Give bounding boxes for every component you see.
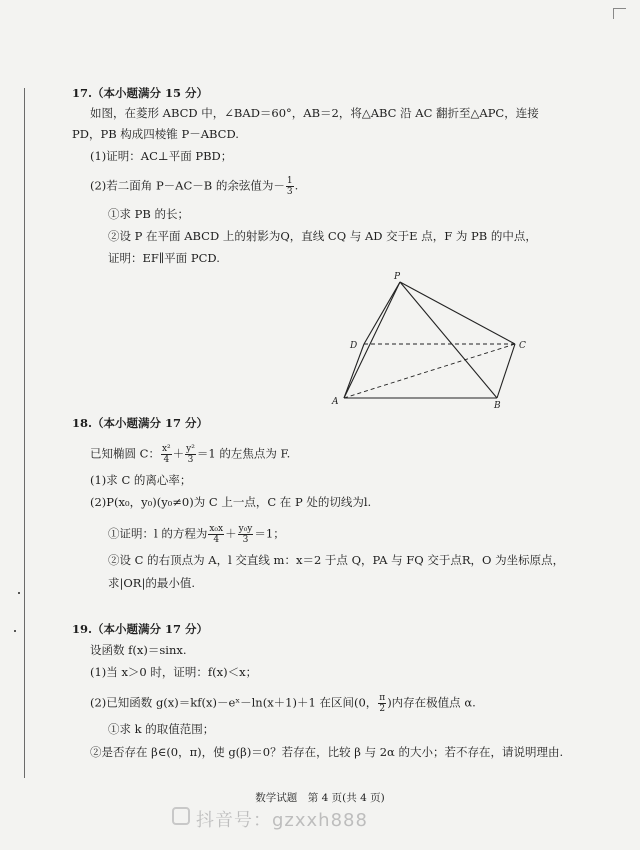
q19-part2-text: (2)已知函数 g(x)＝kf(x)－eˣ－ln(x＋1)＋1 在区间(0， bbox=[90, 695, 378, 710]
fraction bbox=[286, 176, 294, 197]
fraction-denominator: 3 bbox=[242, 535, 249, 545]
fraction-denominator: 3 bbox=[187, 455, 194, 465]
q18-part2: (2)P(x₀，y₀)(y₀≠0)为 C 上一点，C 在 P 处的切线为l. bbox=[90, 495, 372, 509]
margin-dot bbox=[14, 630, 16, 632]
label-A: A bbox=[332, 397, 339, 407]
fraction-numerator: π bbox=[379, 693, 386, 703]
fraction-numerator: y² bbox=[186, 444, 195, 454]
q18-heading: 18.（本小题满分 17 分） bbox=[72, 416, 209, 430]
edge-PB bbox=[400, 282, 497, 398]
label-C: C bbox=[519, 341, 526, 351]
q17-stem-line2: PD，PB 构成四棱锥 P－ABCD. bbox=[72, 127, 239, 141]
q18-sub1-text: ①证明：l 的方程为 bbox=[108, 526, 208, 541]
edge-AD bbox=[344, 344, 364, 398]
margin-dot bbox=[18, 592, 20, 594]
edge-PA bbox=[344, 282, 400, 398]
fraction-denominator: 4 bbox=[213, 535, 220, 545]
plus-sign: ＋ bbox=[225, 526, 237, 541]
fraction bbox=[238, 524, 254, 545]
q18-sub2: ②设 C 的右顶点为 A，l 交直线 m：x＝2 于点 Q，PA 与 FQ 交于点R，O 为坐标原点， bbox=[108, 553, 565, 567]
fraction bbox=[208, 524, 224, 545]
label-B: B bbox=[494, 401, 501, 410]
fraction-numerator: x² bbox=[161, 444, 171, 454]
pyramid-figure bbox=[322, 270, 542, 410]
watermark: 抖音号：gzxxh888 bbox=[196, 810, 368, 831]
fraction bbox=[161, 444, 172, 465]
q17-sub3: 证明：EF∥平面 PCD. bbox=[108, 251, 220, 265]
edge-BC bbox=[497, 344, 515, 398]
q19-sub1: ①求 k 的取值范围； bbox=[108, 722, 215, 736]
page-footer: 数学试题 第 4 页(共 4 页) bbox=[255, 792, 385, 804]
q19-part1: (1)当 x＞0 时，证明：f(x)＜x； bbox=[90, 665, 258, 679]
q17-part2-text: (2)若二面角 P－AC－B 的余弦值为－ bbox=[90, 178, 285, 193]
label-D: D bbox=[350, 341, 358, 351]
plus-sign: ＋ bbox=[172, 446, 185, 461]
q19-part2-end: )内存在极值点 α. bbox=[387, 695, 476, 710]
q19-sub2: ②是否存在 β∈(0，π)，使 g(β)＝0？若存在，比较 β 与 2α 的大小；若不存在，请说明理由. bbox=[90, 745, 564, 759]
edge-PD bbox=[364, 282, 400, 344]
fraction-numerator: x₀x bbox=[209, 524, 224, 534]
q18-sub1 bbox=[108, 524, 285, 545]
fraction-denominator: 4 bbox=[163, 455, 170, 465]
q17-sub1: ①求 PB 的长； bbox=[108, 207, 189, 221]
fraction-denominator: 3 bbox=[286, 187, 293, 197]
watermark-logo-icon bbox=[172, 807, 190, 825]
q18-sub3: 求|OR|的最小值. bbox=[108, 576, 195, 590]
corner-mark bbox=[613, 8, 626, 19]
fraction bbox=[378, 693, 386, 714]
q18-sub1-end: ＝1； bbox=[254, 526, 285, 541]
label-P: P bbox=[394, 272, 401, 282]
q18-part1: (1)求 C 的离心率； bbox=[90, 473, 192, 487]
q18-stem-text: 已知椭圆 C： bbox=[90, 446, 160, 461]
q17-stem-line1: 如图，在菱形 ABCD 中，∠BAD＝60°，AB＝2，将△ABC 沿 AC 翻折至△APC，连接 bbox=[90, 106, 539, 120]
fraction-denominator: 2 bbox=[379, 704, 386, 714]
q17-part1: (1)证明：AC⊥平面 PBD； bbox=[90, 149, 233, 163]
q17-part2-end: . bbox=[294, 178, 299, 193]
edge-PC bbox=[400, 282, 515, 344]
q17-part2 bbox=[90, 176, 298, 197]
fraction bbox=[185, 444, 196, 465]
q18-stem bbox=[90, 444, 290, 465]
q18-stem-end: ＝1 的左焦点为 F. bbox=[196, 446, 291, 461]
q17-heading: 17.（本小题满分 15 分） bbox=[72, 86, 209, 100]
fraction-numerator: 1 bbox=[286, 176, 293, 186]
q19-part2 bbox=[90, 693, 476, 714]
q19-heading: 19.（本小题满分 17 分） bbox=[72, 622, 209, 636]
fraction-numerator: y₀y bbox=[238, 524, 253, 534]
q17-sub2: ②设 P 在平面 ABCD 上的射影为Q，直线 CQ 与 AD 交于E 点，F 为 PB 的中点， bbox=[108, 229, 537, 243]
diagonal-AC-hidden bbox=[344, 344, 515, 398]
q19-stem: 设函数 f(x)＝sinx. bbox=[90, 643, 187, 657]
margin-line bbox=[24, 88, 25, 778]
